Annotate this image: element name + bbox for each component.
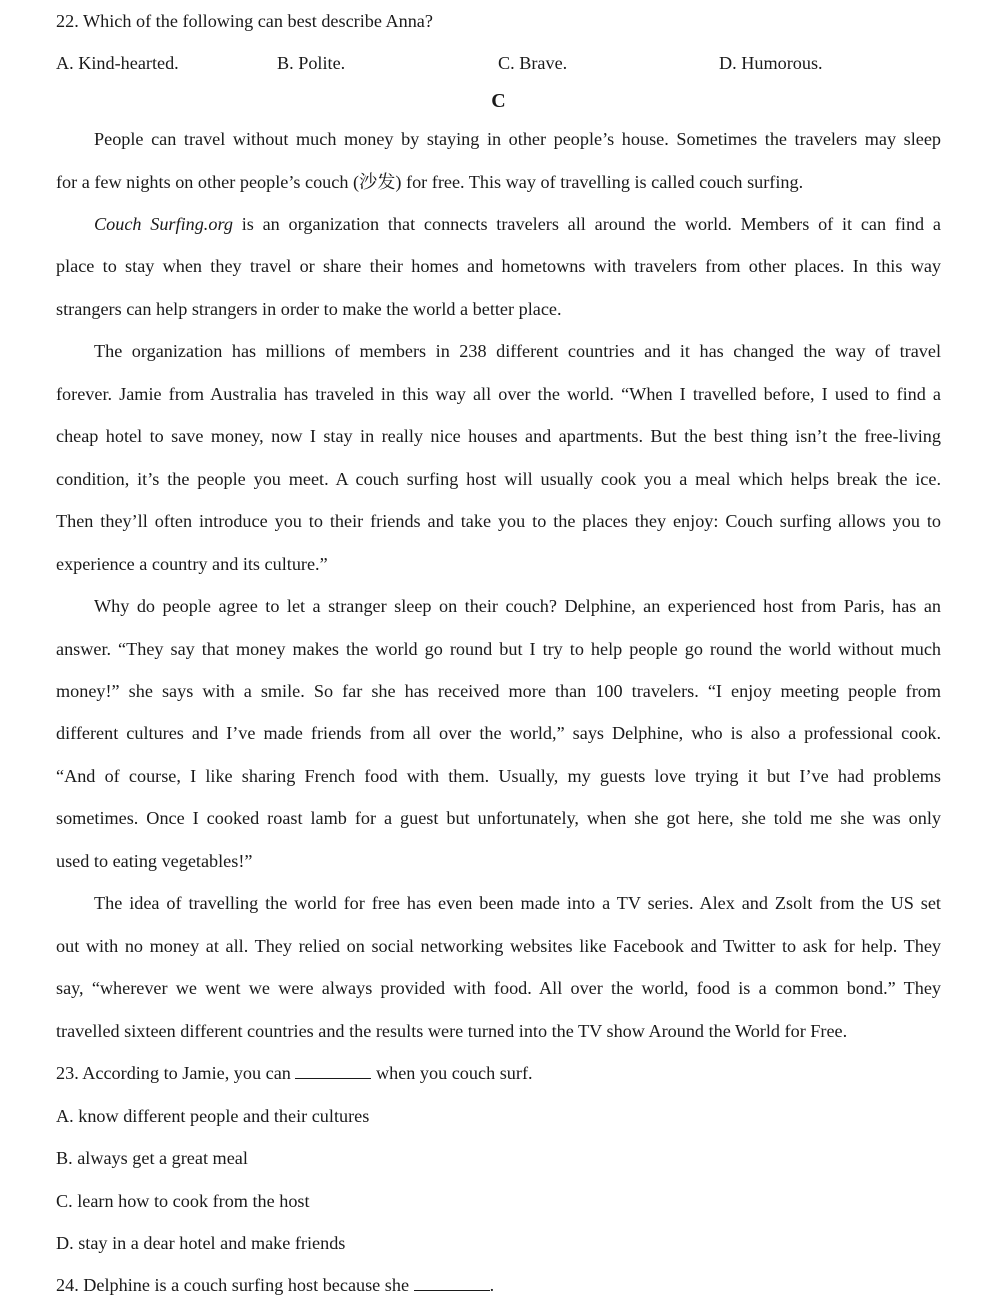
q22-question: 22. Which of the following can best describe Anna? [56,11,433,31]
q22-option-d: D. Humorous. [719,53,823,73]
passage-p2-line-3: strangers can help strangers in order to make the world a better place. [56,299,562,319]
passage-p3-line-5: Then they’ll often introduce you to their friends and take you to the places they enjoy: Couch surfing allows you to [56,511,941,531]
passage-p4-line-1: Why do people agree to let a stranger sleep on their couch? Delphine, an experienced host from Paris, has an [94,596,941,616]
q23-option-c: C. learn how to cook from the host [56,1191,310,1211]
passage-p4-line-6: sometimes. Once I cooked roast lamb for a guest but unfortunately, when she got here, she told me she was only [56,808,941,828]
passage-p3-line-6: experience a country and its culture.” [56,554,328,574]
passage-p1-line-2: for a few nights on other people’s couch (沙发) for free. This way of travelling is called couch surfing. [56,172,804,192]
q24-answer-blank [414,1273,490,1291]
passage-p4-line-4: different cultures and I’ve made friends from all over the world,” says Delphine, who is also a professional cook. [56,723,941,743]
passage-p5-line-1: The idea of travelling the world for free has even been made into a TV series. Alex and Zsolt from the US set [94,893,941,913]
passage-p1-line-1: People can travel without much money by staying in other people’s house. Sometimes the travelers may sleep [94,129,941,149]
passage-p3-line-4: condition, it’s the people you meet. A couch surfing host will usually cook you a meal which helps break the ice. [56,469,941,489]
q22-option-c: C. Brave. [498,53,568,73]
q23-option-b: B. always get a great meal [56,1148,248,1168]
passage-p5-line-4: travelled sixteen different countries and the results were turned into the TV show Around the World for Free. [56,1021,848,1041]
passage-p3-line-3: cheap hotel to save money, now I stay in really nice houses and apartments. But the best thing isn’t the free-living [56,426,941,446]
q23-option-d: D. stay in a dear hotel and make friends [56,1233,346,1253]
q23-option-a: A. know different people and their cultures [56,1106,370,1126]
passage-p4-line-3: money!” she says with a smile. So far she has received more than 100 travelers. “I enjoy meeting people from [56,681,941,701]
passage-p5-line-2: out with no money at all. They relied on social networking websites like Facebook and Twitter to ask for help. They [56,936,941,956]
section-label: C [491,90,506,112]
q24-question: 24. Delphine is a couch surfing host because she . [56,1275,495,1295]
q22-option-b: B. Polite. [277,53,346,73]
q23-answer-blank [295,1061,371,1079]
passage-p2-line-1: Couch Surfing.org is an organization that connects travelers all around the world. Members of it can find a [94,214,941,234]
q22-option-a: A. Kind-hearted. [56,53,179,73]
passage-p5-line-3: say, “wherever we went we were always provided with food. All over the world, food is a common bond.” They [56,978,941,998]
passage-p4-line-7: used to eating vegetables!” [56,851,253,871]
q23-question: 23. According to Jamie, you can when you couch surf. [56,1063,533,1083]
organization-name: Couch Surfing.org [94,214,233,234]
passage-p4-line-5: “And of course, I like sharing French food with them. Usually, my guests love trying it but I’ve had problems [56,766,941,786]
passage-p3-line-1: The organization has millions of members in 238 different countries and it has changed the way of travel [94,341,941,361]
passage-p2-line-2: place to stay when they travel or share their homes and hometowns with travelers from other places. In this way [56,256,941,276]
passage-p3-line-2: forever. Jamie from Australia has traveled in this way all over the world. “When I travelled before, I used to find a [56,384,941,404]
passage-p4-line-2: answer. “They say that money makes the world go round but I try to help people go round the world without much [56,639,941,659]
